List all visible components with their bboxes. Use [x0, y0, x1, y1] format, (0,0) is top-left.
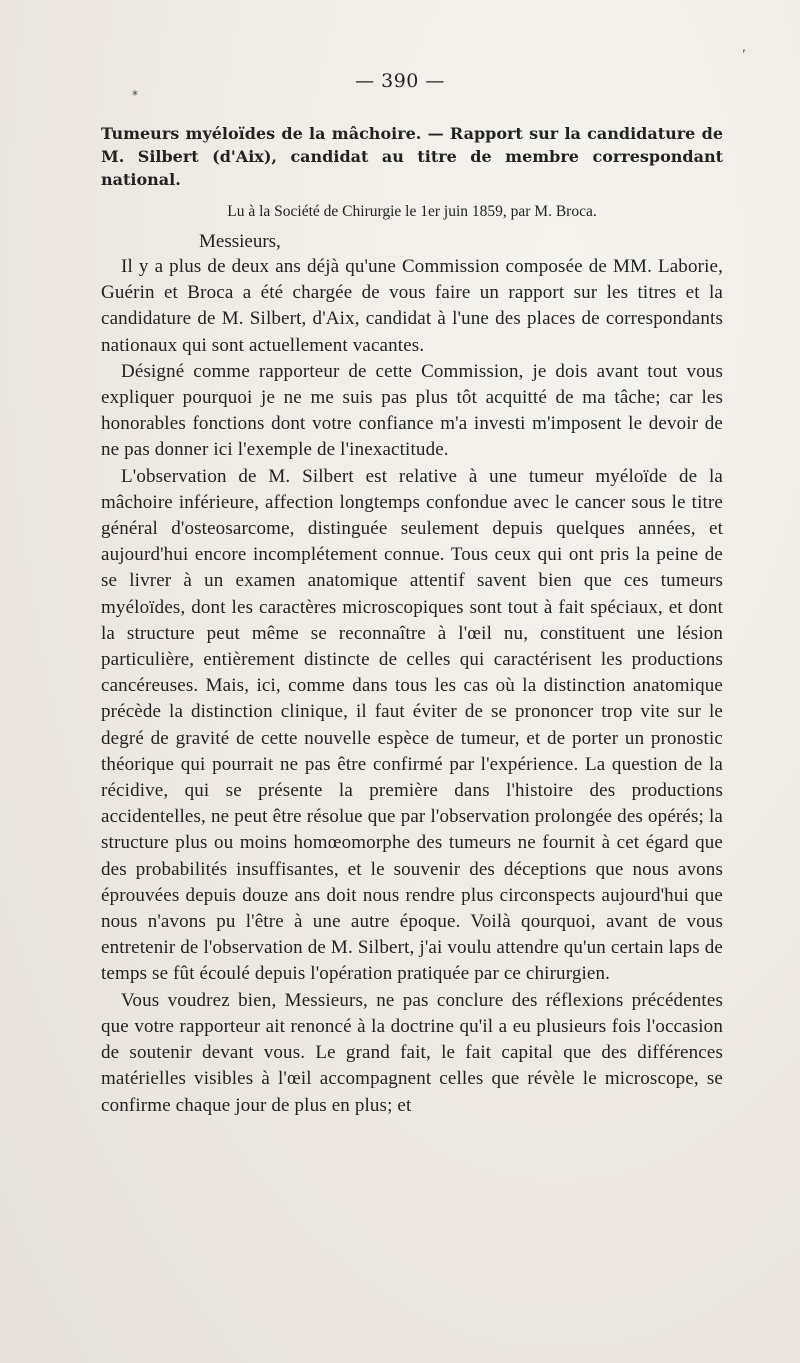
salutation: Messieurs,	[199, 231, 281, 252]
page-body	[101, 122, 723, 1119]
ink-speck: ,	[742, 40, 746, 54]
page-number: — 390 —	[355, 70, 445, 92]
paragraph: L'observation de M. Silbert est relative à une tumeur myéloïde de la mâchoire inférieure, affection longtemps confondue avec le cancer sous le titre général d'osteosarcome, distinguée seulement depuis quelques années, et aujourd'hui encore incomplétement connue. Tous ceux qui ont pris la peine de se livrer à un examen anatomique attentif savent bien que ces tumeurs myéloïdes, dont les caractères microscopiques sont tout à fait spéciaux, et dont la structure peut même se reconnaître à l'œil nu, constituent une lésion particulière, entièrement distincte de celles qui caractérisent les productions cancéreuses. Mais, ici, comme dans tous les cas où la distinction anatomique précède la distinction clinique, il faut éviter de se prononcer trop vite sur le degré de gravité de cette nouvelle espèce de tumeur, et de porter un pronostic théorique qui pourrait ne pas être confirmé par l'expérience. La question de la récidive, qui se présente la première dans l'histoire des productions accidentelles, ne peut être résolue que par l'observation prolongée des opérés; la structure plus ou moins homœomorphe des tumeurs ne fournit à cet égard que des probabilités insuffisantes, et le souvenir des déceptions que nous avons éprouvées depuis douze ans doit nous rendre plus circonspects aujourd'hui que nous n'avons pu l'être à une autre époque. Voilà qourquoi, avant de vous entretenir de l'observation de M. Silbert, j'ai voulu attendre qu'un certain laps de temps se fût écoulé depuis l'opération pratiquée par ce chirurgien.	[101, 465, 723, 985]
read-note: Lu à la Société de Chirurgie le 1er juin 1859, par M. Broca.	[227, 203, 597, 220]
paragraph: Vous voudrez bien, Messieurs, ne pas conclure des réflexions précédentes que votre rapporteur ait renoncé à la doctrine qu'il a eu plusieurs fois l'occasion de soutenir devant vous. Le grand fait, le fait capital que des différences matérielles visibles à l'œil accompagnent celles que révèle le microscope, se confirme chaque jour de plus en plus; et	[101, 989, 723, 1116]
paragraph: Désigné comme rapporteur de cette Commission, je dois avant tout vous expliquer pourquoi je ne me suis pas plus tôt acquitté de ma tâche; car les honorables fonctions dont votre confiance m'a investi m'imposent le devoir de ne pas donner ici l'exemple de l'inexactitude.	[101, 360, 723, 461]
paragraph: Il y a plus de deux ans déjà qu'une Commission composée de MM. Laborie, Guérin et Broca a été chargée de vous faire un rapport sur les titres et la candidature de M. Silbert, d'Aix, candidat à l'une des places de correspondants nationaux qui sont actuellement vacantes.	[101, 256, 723, 356]
ink-speck: *	[132, 88, 138, 102]
article-title: Tumeurs myéloïdes de la mâchoire. — Rapport sur la candidature de M. Silbert (d'Aix), candidat au titre de membre correspondant national.	[101, 124, 723, 189]
